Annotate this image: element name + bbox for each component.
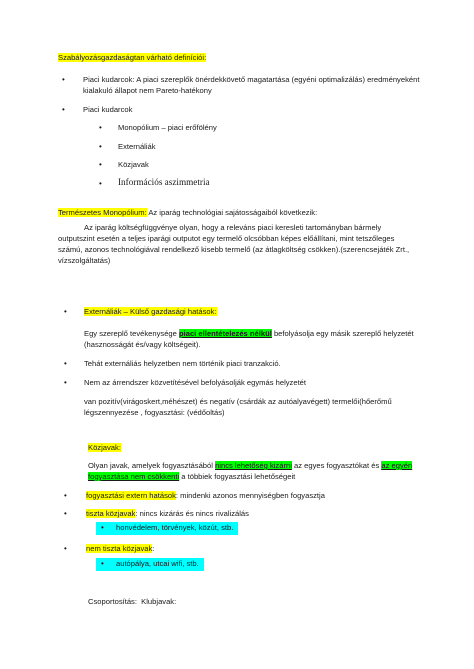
piaci-kudarcok-text: A piaci szereplők önérdekkövető magatartása (egyéni optimalizálás) eredményeként kialakuló állapot nem Pareto-hatékony <box>83 75 420 95</box>
nem-tiszta-kozjavak-examples-text: autópálya, utcai wifi, stb. <box>116 559 199 568</box>
sub-item-informacios-aszimmetria: Információs aszimmetria <box>118 177 210 187</box>
bullet-icon: • <box>64 509 67 518</box>
bullet-icon: • <box>62 105 65 114</box>
bullet-icon: • <box>99 179 102 188</box>
externaliak-point-arrendszer: Nem az árrendszer közvetítésével befolyásolják egymás helyzetét <box>84 378 307 387</box>
bullet-icon: • <box>99 142 102 151</box>
fogyasztasi-extern-hatasok <box>86 490 325 501</box>
termeszetes-monopolium-heading <box>58 207 317 218</box>
termeszetes-monopolium-title: Az iparág technológiai sajátosságaiból következik: <box>146 208 318 217</box>
tiszta-kozjavak-examples <box>96 522 238 535</box>
bullet-icon: • <box>99 123 102 132</box>
sub-item-monopolium: Monopólium – piaci erőfölény <box>118 123 217 132</box>
nem-tiszta-kozjavak-text: : <box>152 544 155 553</box>
kozjavak-heading <box>88 442 121 453</box>
externaliak-point-tranzakcio: Tehát externáliás helyzetben nem történik piaci tranzakció. <box>84 359 281 368</box>
externaliak-definition <box>84 328 424 350</box>
definitions-heading-text: Szabályozásgazdaságtan várható definíciói: <box>58 53 207 62</box>
highlight-nem-csokkenti: az egyén fogyasztása nem csökkenti <box>88 461 413 481</box>
highlight-piaci-ellentetelezes: piaci ellentételezés nélkül <box>178 329 272 338</box>
kozjavak-definition-mid: az egyes fogyasztókat és <box>291 461 382 470</box>
kozjavak-definition-start: Olyan javak, amelyek fogyasztásából <box>88 461 216 470</box>
tiszta-kozjavak <box>86 508 249 519</box>
externaliak-heading-text: Externáliák – Külső gazdasági hatások: <box>84 307 217 316</box>
externaliak-definition-end: befolyásolja egy másik szereplő helyzetét (hasznosságát és/vagy költségeit). <box>84 329 414 349</box>
bullet-icon: • <box>62 75 65 84</box>
kozjavak-definition <box>88 460 423 482</box>
sub-item-kozjavak: Közjavak <box>118 160 149 169</box>
fogyasztasi-extern-text: : mindenki azonos mennyiségben fogyasztja <box>175 491 325 500</box>
csoportositas-line: Csoportosítás: Klubjavak: <box>88 597 177 606</box>
kozjavak-definition-end: a többiek fogyasztási lehetőségeit <box>179 472 296 481</box>
termeszetes-monopolium-paragraph: Az iparág költségfüggvénye olyan, hogy a releváns piaci keresleti tartományban bármely outputszint esetén a teljes iparági outputot egy termelő olcsóbban képes előállítani, mint tetszőleges számú, azonos technológiával rendelkező kisebb termelő (az átlagköltség csökken).(szerencsejáték Zrt., vízszolgáltatás) <box>58 223 410 265</box>
highlight-kizaras: nincs lehetőség kizárni <box>215 461 292 470</box>
definitions-heading <box>58 52 206 63</box>
bullet-icon: • <box>101 559 104 568</box>
piaci-kudarcok-definition <box>83 74 433 96</box>
bullet-icon: • <box>64 544 67 553</box>
fogyasztasi-extern-term: fogyasztási extern hatások <box>86 491 176 500</box>
bullet-icon: • <box>64 378 67 387</box>
tiszta-kozjavak-term: tiszta közjavak <box>86 509 136 518</box>
nem-tiszta-kozjavak-term: nem tiszta közjavak <box>86 544 153 553</box>
tiszta-kozjavak-text: : nincs kizárás és nincs rivalizálás <box>135 509 249 518</box>
externaliak-definition-start: Egy szereplő tevékenysége <box>84 329 179 338</box>
sub-item-externaliak: Externáliák <box>118 142 156 151</box>
bullet-icon: • <box>64 491 67 500</box>
bullet-icon: • <box>101 523 104 532</box>
bullet-icon: • <box>99 160 102 169</box>
nem-tiszta-kozjavak <box>86 543 154 554</box>
tiszta-kozjavak-examples-text: honvédelem, törvények, közút, stb. <box>116 523 234 532</box>
externaliak-examples: van pozitív(virágoskert,méhészet) és negatív (csárdák az autóalyavégett) termelői(hőerőmű légszennyezése , fogyasztási: (védőoltás) <box>84 397 392 417</box>
piaci-kudarcok-term: Piaci kudarcok: <box>83 75 135 84</box>
nem-tiszta-kozjavak-examples <box>96 558 204 571</box>
termeszetes-monopolium-term: Természetes Monopólium: <box>58 208 147 217</box>
externaliak-heading <box>84 306 217 317</box>
piaci-kudarcok-list-label: Piaci kudarcok <box>83 105 133 114</box>
bullet-icon: • <box>64 307 67 316</box>
kozjavak-heading-text: Közjavak: <box>88 443 121 452</box>
bullet-icon: • <box>64 359 67 368</box>
